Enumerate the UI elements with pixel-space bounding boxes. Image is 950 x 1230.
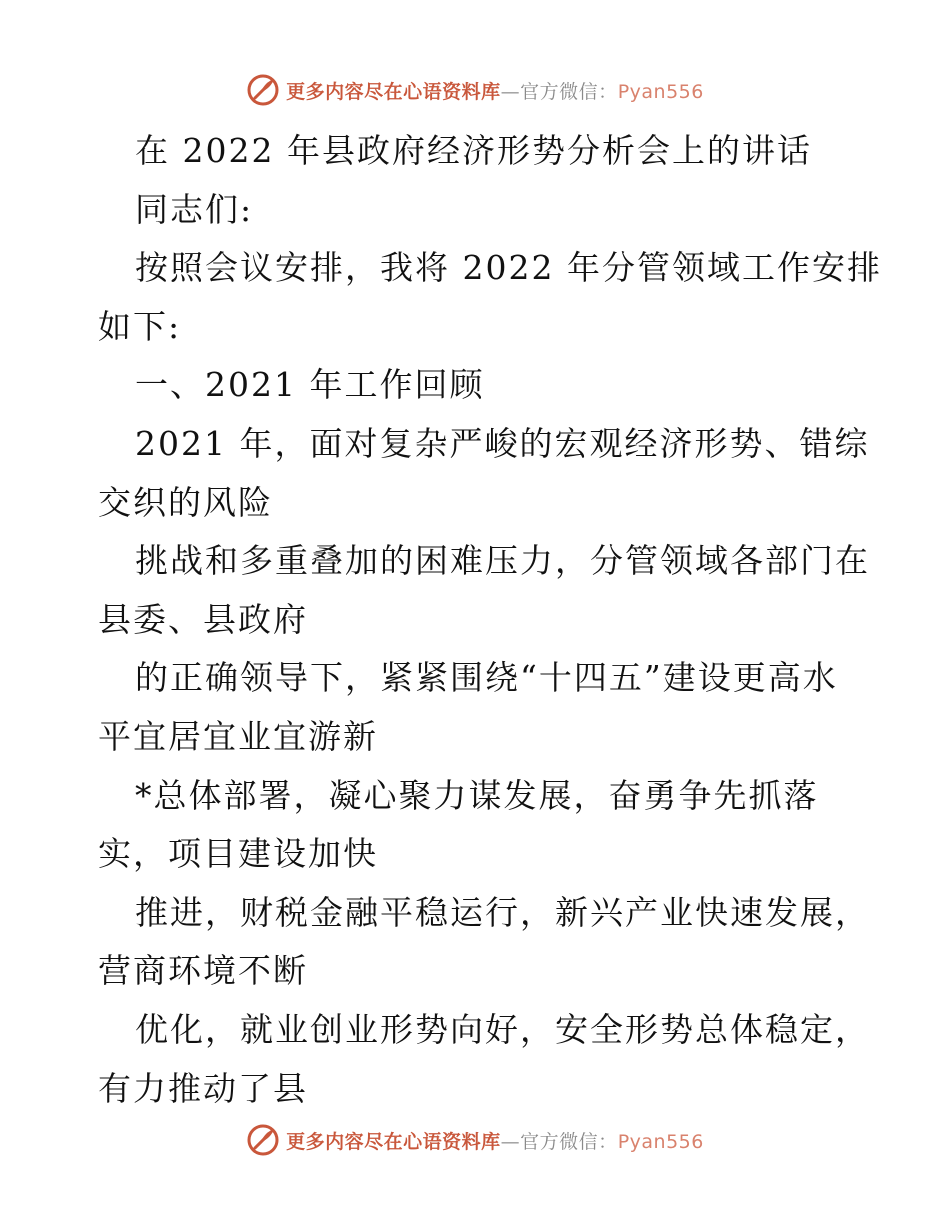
text-line: *总体部署，凝心聚力谋发展，奋勇争先抓落 <box>135 775 819 815</box>
text-line: 县委、县政府 <box>98 599 308 639</box>
text-line: 推进，财税金融平稳运行，新兴产业快速发展， <box>135 892 870 932</box>
text-line: 同志们: <box>135 189 254 229</box>
text-line: 一、2021 年工作回顾 <box>135 365 485 405</box>
text-line: 如下: <box>98 306 182 346</box>
watermark-footer <box>0 1120 950 1160</box>
text-line: 的正确领导下，紧紧围绕“十四五”建设更高水 <box>135 658 838 698</box>
text-line: 优化，就业创业形势向好，安全形势总体稳定， <box>135 1009 870 1049</box>
text-line: 在 2022 年县政府经济形势分析会上的讲话 <box>135 131 812 170</box>
text-line: 营商环境不断 <box>98 951 308 991</box>
watermark-text: 更多内容尽在心语资料库—官方微信：Pyan556 <box>286 1130 704 1153</box>
text-line: 有力推动了县 <box>98 1068 308 1108</box>
text-line: 实，项目建设加快 <box>98 834 378 874</box>
text-line: 按照会议安排，我将 2022 年分管领域工作安排 <box>135 248 882 288</box>
text-line: 交织的风险 <box>98 482 273 522</box>
feather-logo-icon <box>246 1123 280 1157</box>
feather-logo-icon <box>246 73 280 107</box>
document-body <box>98 122 882 1118</box>
watermark-header <box>0 70 950 110</box>
text-line: 2021 年，面对复杂严峻的宏观经济形势、错综 <box>135 423 870 463</box>
text-line: 挑战和多重叠加的困难压力，分管领域各部门在 <box>135 541 870 581</box>
text-line: 平宜居宜业宜游新 <box>98 716 378 756</box>
watermark-text: 更多内容尽在心语资料库—官方微信：Pyan556 <box>286 80 704 103</box>
